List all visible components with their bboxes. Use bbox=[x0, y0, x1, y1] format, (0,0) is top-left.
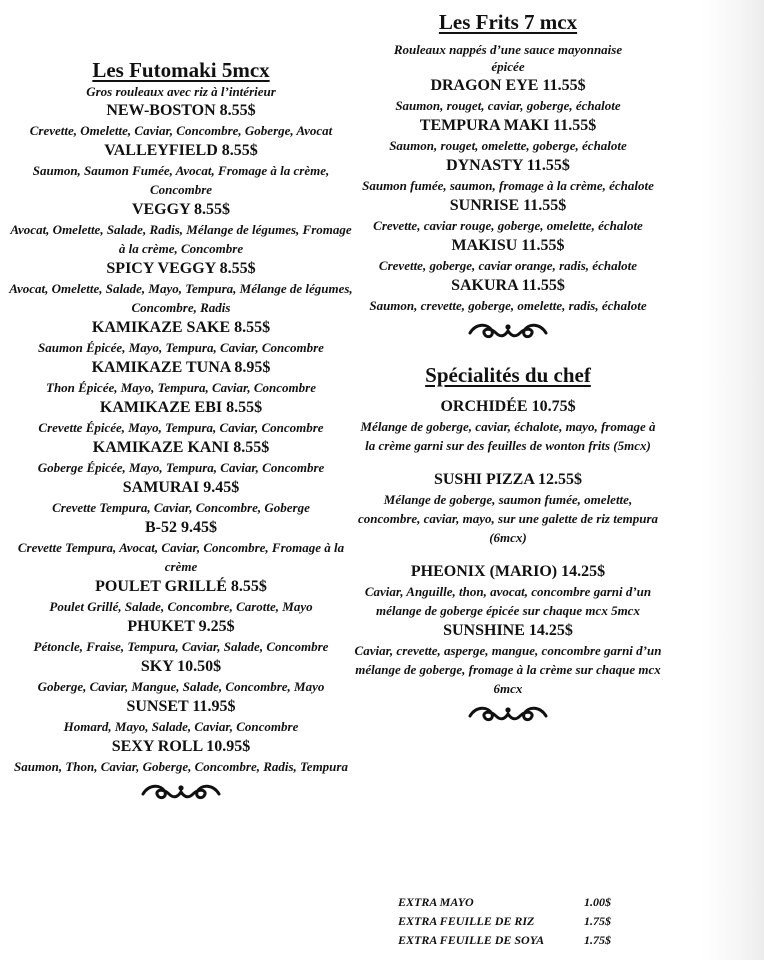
menu-item-desc: Crevette Tempura, Avocat, Caviar, Concombre, Fromage à la crème bbox=[17, 540, 345, 574]
menu-item-desc: Saumon, Thon, Caviar, Goberge, Concombre, Radis, Tempura bbox=[14, 759, 348, 774]
chef-section bbox=[352, 343, 664, 726]
menu-item bbox=[352, 396, 664, 455]
menu-item-desc: Crevette, caviar rouge, goberge, omelette, échalote bbox=[373, 218, 643, 233]
menu-item bbox=[6, 477, 356, 517]
menu-item-desc: Caviar, crevette, asperge, mangue, concombre garni d’un mélange de goberge, fromage à la crème sur chaque mcx 6mcx bbox=[354, 643, 662, 696]
menu-item-name: DRAGON EYE 11.55$ bbox=[430, 77, 586, 94]
extra-row bbox=[398, 893, 611, 912]
extra-price: 1.00$ bbox=[584, 895, 611, 909]
menu-item-name: ORCHIDÉE 10.75$ bbox=[440, 398, 576, 415]
extra-row bbox=[398, 931, 611, 950]
menu-item-desc: Saumon, crevette, goberge, omelette, radis, échalote bbox=[369, 298, 647, 313]
menu-item bbox=[352, 115, 664, 155]
menu-item-name: POULET GRILLÉ 8.55$ bbox=[95, 578, 267, 595]
menu-item-desc: Crevette, Omelette, Caviar, Concombre, Goberge, Avocat bbox=[29, 123, 333, 138]
menu-item bbox=[6, 656, 356, 696]
menu-item-desc: Crevette Tempura, Caviar, Concombre, Goberge bbox=[52, 500, 310, 515]
menu-item-desc: Avocat, Omelette, Salade, Mayo, Tempura, Mélange de légumes, Concombre, Radis bbox=[9, 281, 353, 315]
menu-item bbox=[6, 576, 356, 616]
menu-item-name: B-52 9.45$ bbox=[145, 519, 217, 536]
menu-item bbox=[6, 140, 356, 199]
menu-item-name: KAMIKAZE SAKE 8.55$ bbox=[91, 319, 271, 336]
menu-item-desc: Saumon fumée, saumon, fromage à la crème, échalote bbox=[362, 178, 654, 193]
frits-title: Les Frits 7 mcx bbox=[438, 10, 578, 34]
right-column bbox=[352, 0, 664, 726]
frits-intro: Rouleaux nappés d’une sauce mayonnaise épicée bbox=[393, 42, 623, 74]
menu-item-desc: Thon Épicée, Mayo, Tempura, Caviar, Concombre bbox=[46, 380, 316, 395]
menu-item-name: SKY 10.50$ bbox=[140, 658, 222, 675]
extra-label: EXTRA MAYO bbox=[398, 895, 474, 909]
menu-item-name: VALLEYFIELD 8.55$ bbox=[104, 142, 258, 159]
menu-item bbox=[6, 397, 356, 437]
menu-item-name: DYNASTY 11.55$ bbox=[446, 157, 570, 174]
extra-row bbox=[398, 912, 611, 931]
futomaki-intro: Gros rouleaux avec riz à l’intérieur bbox=[86, 84, 276, 99]
menu-item-desc: Mélange de goberge, saumon fumée, omelette, concombre, caviar, mayo, sur une galette de riz tempura (6mcx) bbox=[357, 492, 659, 545]
extra-price: 1.75$ bbox=[584, 914, 611, 928]
menu-item-name: SEXY ROLL 10.95$ bbox=[111, 738, 251, 755]
scroll-ornament-icon bbox=[139, 780, 223, 804]
menu-item-name: TEMPURA MAKI 11.55$ bbox=[419, 117, 597, 134]
menu-item-name: PHUKET 9.25$ bbox=[127, 618, 235, 635]
menu-item bbox=[6, 100, 356, 140]
chef-title: Spécialités du chef bbox=[425, 363, 591, 387]
frits-section bbox=[352, 0, 664, 343]
menu-item-name: SPICY VEGGY 8.55$ bbox=[106, 260, 256, 277]
scroll-ornament-icon bbox=[466, 319, 550, 343]
futomaki-title: Les Futomaki 5mcx bbox=[92, 58, 270, 82]
menu-item bbox=[6, 736, 356, 776]
menu-item-name: PHEONIX (MARIO) 14.25$ bbox=[410, 563, 606, 580]
menu-item-desc: Avocat, Omelette, Salade, Radis, Mélange de légumes, Fromage à la crème, Concombre bbox=[10, 222, 352, 256]
menu-item-name: SAMURAI 9.45$ bbox=[122, 479, 240, 496]
extras-list bbox=[398, 893, 611, 950]
menu-item-desc: Saumon, Saumon Fumée, Avocat, Fromage à la crème, Concombre bbox=[32, 163, 330, 197]
menu-item-desc: Mélange de goberge, caviar, échalote, mayo, fromage à la crème garni sur des feuilles de wonton frits (5mcx) bbox=[360, 419, 656, 453]
menu-item-desc: Saumon Épicée, Mayo, Tempura, Caviar, Concombre bbox=[38, 340, 324, 355]
menu-item bbox=[352, 620, 664, 698]
futomaki-section bbox=[6, 0, 356, 804]
menu-item bbox=[352, 561, 664, 620]
menu-item-desc: Goberge, Caviar, Mangue, Salade, Concombre, Mayo bbox=[37, 679, 325, 694]
scroll-ornament-icon bbox=[466, 702, 550, 726]
extra-price: 1.75$ bbox=[584, 933, 611, 947]
menu-item bbox=[352, 235, 664, 275]
menu-item bbox=[352, 275, 664, 315]
extra-label: EXTRA FEUILLE DE SOYA bbox=[398, 933, 545, 947]
menu-item-desc: Caviar, Anguille, thon, avocat, concombre garni d’un mélange de goberge épicée sur chaque mcx 5mcx bbox=[364, 584, 652, 618]
menu-item-name: MAKISU 11.55$ bbox=[451, 237, 565, 254]
menu-item bbox=[6, 258, 356, 317]
menu-item-name: SUNSET 11.95$ bbox=[126, 698, 236, 715]
menu-item-name: SUNRISE 11.55$ bbox=[449, 197, 567, 214]
menu-item-desc: Homard, Mayo, Salade, Caviar, Concombre bbox=[63, 719, 299, 734]
menu-item-name: NEW-BOSTON 8.55$ bbox=[106, 102, 256, 119]
menu-item bbox=[6, 696, 356, 736]
menu-item bbox=[352, 469, 664, 547]
menu-item bbox=[6, 199, 356, 258]
menu-item-desc: Pétoncle, Fraise, Tempura, Caviar, Salade, Concombre bbox=[33, 639, 329, 654]
menu-item-desc: Saumon, rouget, omelette, goberge, échalote bbox=[389, 138, 627, 153]
menu-item bbox=[352, 75, 664, 115]
extra-label: EXTRA FEUILLE DE RIZ bbox=[398, 914, 535, 928]
menu-item bbox=[352, 155, 664, 195]
menu-item bbox=[6, 437, 356, 477]
menu-item-name: SUNSHINE 14.25$ bbox=[443, 622, 573, 639]
menu-item-desc: Saumon, rouget, caviar, goberge, échalote bbox=[395, 98, 621, 113]
menu-item-name: KAMIKAZE TUNA 8.95$ bbox=[91, 359, 271, 376]
menu-item bbox=[6, 517, 356, 576]
menu-item-desc: Poulet Grillé, Salade, Concombre, Carotte, Mayo bbox=[49, 599, 313, 614]
menu-item-desc: Crevette Épicée, Mayo, Tempura, Caviar, Concombre bbox=[38, 420, 324, 435]
menu-item-name: VEGGY 8.55$ bbox=[131, 201, 231, 218]
menu-item bbox=[352, 195, 664, 235]
menu-item-name: SUSHI PIZZA 12.55$ bbox=[433, 471, 583, 488]
page-edge-shadow bbox=[702, 0, 764, 960]
menu-item bbox=[6, 616, 356, 656]
menu-item-name: KAMIKAZE KANI 8.55$ bbox=[92, 439, 270, 456]
menu-item-name: KAMIKAZE EBI 8.55$ bbox=[99, 399, 263, 416]
menu-item-name: SAKURA 11.55$ bbox=[451, 277, 565, 294]
menu-item bbox=[6, 357, 356, 397]
menu-item bbox=[6, 317, 356, 357]
menu-item-desc: Crevette, goberge, caviar orange, radis, échalote bbox=[378, 258, 638, 273]
menu-item-desc: Goberge Épicée, Mayo, Tempura, Caviar, Concombre bbox=[37, 460, 325, 475]
